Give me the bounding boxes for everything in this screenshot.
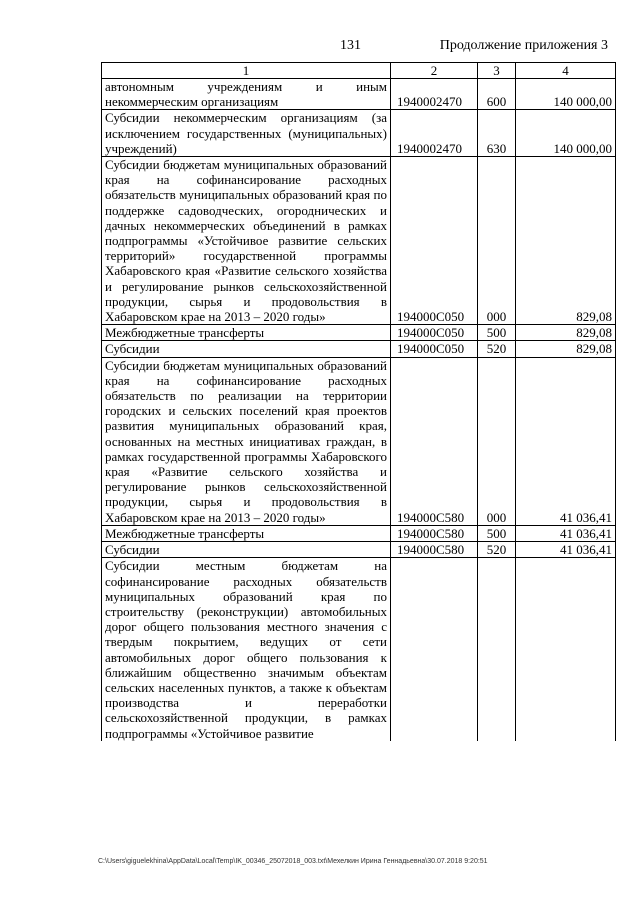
table-row	[102, 525, 616, 541]
row-code	[391, 558, 478, 741]
table-row	[102, 357, 616, 525]
table-row	[102, 157, 616, 325]
table-row	[102, 542, 616, 558]
row-description: Субсидии местным бюджетам на софинансирование расходных обязательств муниципальных образований края по строительству (реконструкции) автомобильных дорог общего пользования местного значения с твердым покрытием, ведущих от сети автомобильных дорог общего пользования к ближайшим общественно значимым объектам сельских населенных пунктов, а также к объектам производства и переработки сельскохозяйственной продукции, в рамках подпрограммы «Устойчивое развитие	[102, 558, 391, 741]
row-type: 630	[478, 110, 516, 157]
budget-table	[101, 62, 616, 741]
table-row	[102, 110, 616, 157]
row-code: 1940002470	[391, 110, 478, 157]
file-path-footer: C:\Users\giguelekhina\AppData\Local\Temp\IK_00346_25072018_003.txt\Мехелкин Ирина Геннадьевна\30.07.2018 9:20:51	[98, 858, 488, 865]
row-code: 194000С580	[391, 357, 478, 525]
row-description: Субсидии бюджетам муниципальных образований края на софинансирование расходных обязательств по реализации на территории городских и сельских поселений края проектов развития муниципальных образований края, основанных на местных инициативах граждан, в рамках государственной программы Хабаровского края «Развитие сельского хозяйства и регулирование рынков сельскохозяйственной продукции, сырья и продовольствия в Хабаровском крае на 2013 – 2020 годы»	[102, 357, 391, 525]
row-description: Субсидии бюджетам муниципальных образований края на софинансирование расходных обязательств муниципальных образований края по поддержке садоводческих, огороднических и дачных некоммерческих объединений в рамках подпрограммы «Устойчивое развитие сельских территорий» государственной программы Хабаровского края «Развитие сельского хозяйства и регулирование рынков сельскохозяйственной продукции, сырья и продовольствия в Хабаровском крае на 2013 – 2020 годы»	[102, 157, 391, 325]
row-amount: 41 036,41	[516, 357, 616, 525]
row-type	[478, 558, 516, 741]
column-header: 3	[478, 63, 516, 79]
row-amount: 829,08	[516, 325, 616, 341]
table-row	[102, 325, 616, 341]
continuation-label: Продолжение приложения 3	[439, 38, 608, 53]
row-code: 194000С050	[391, 325, 478, 341]
row-amount: 41 036,41	[516, 542, 616, 558]
row-type: 520	[478, 542, 516, 558]
row-code: 194000С580	[391, 525, 478, 541]
column-header: 1	[102, 63, 391, 79]
row-type: 520	[478, 341, 516, 357]
row-amount: 829,08	[516, 157, 616, 325]
row-amount: 829,08	[516, 341, 616, 357]
row-code: 1940002470	[391, 79, 478, 110]
row-type: 000	[478, 157, 516, 325]
column-header: 2	[391, 63, 478, 79]
page-number: 131	[340, 38, 361, 53]
row-amount: 140 000,00	[516, 79, 616, 110]
row-type: 000	[478, 357, 516, 525]
row-type: 500	[478, 325, 516, 341]
row-code: 194000С580	[391, 542, 478, 558]
row-type: 600	[478, 79, 516, 110]
table-row	[102, 341, 616, 357]
table-row	[102, 558, 616, 741]
row-type: 500	[478, 525, 516, 541]
table-row	[102, 79, 616, 110]
row-amount: 41 036,41	[516, 525, 616, 541]
row-description: Межбюджетные трансферты	[102, 325, 391, 341]
row-code: 194000С050	[391, 157, 478, 325]
row-code: 194000С050	[391, 341, 478, 357]
row-amount	[516, 558, 616, 741]
row-description: Субсидии	[102, 542, 391, 558]
column-header: 4	[516, 63, 616, 79]
table-header-row	[102, 63, 616, 79]
row-description: автономным учреждениям и иным некоммерческим организациям	[102, 79, 391, 110]
row-description: Межбюджетные трансферты	[102, 525, 391, 541]
row-amount: 140 000,00	[516, 110, 616, 157]
row-description: Субсидии	[102, 341, 391, 357]
row-description: Субсидии некоммерческим организациям (за исключением государственных (муниципальных) учреждений)	[102, 110, 391, 157]
